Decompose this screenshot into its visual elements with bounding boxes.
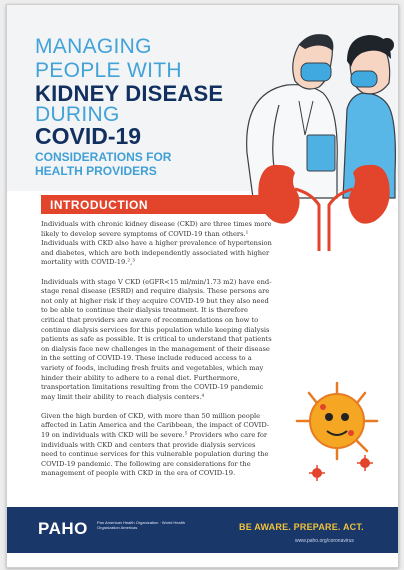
title-line-4: DURING xyxy=(35,103,120,126)
section-heading-bar xyxy=(41,195,271,214)
footer-bar xyxy=(7,507,398,553)
virus-character-illustration xyxy=(293,377,389,485)
subtitle xyxy=(35,150,171,178)
paragraph: Individuals with stage V CKD (eGFR<15 ml/min/1.73 m2) have end-stage renal disease (ESRD) and require dialysis. These persons are not only at higher risk if they acquire COVID-19 but they also need to be able to continue their dialysis treatment. It is therefore critical that providers are aware of recommendations on how to continue dialysis services for this population while keeping dialysis patients as safe as possible. It is critical to understand that patients on dialysis face new challenges in the management of their disease in the setting of COVID-19. These include reduced access to a variety of foods, including fresh fruits and vegetables, which may hinder their ability to adhere to a renal diet. Furthermore, transportation limitations resulting from the COVID-19 pandemic may limit their ability to reach dialysis centers.⁴ xyxy=(41,277,272,401)
paho-logo: PAHO xyxy=(38,519,88,538)
organization-text: Pan American Health Organization · World Health Organization Americas xyxy=(97,520,185,530)
title-line-5: COVID-19 xyxy=(35,123,142,149)
footer-url[interactable]: www.paho.org/coronavirus xyxy=(295,538,354,544)
title-line-2: PEOPLE WITH xyxy=(35,59,182,82)
subtitle-line-1: CONSIDERATIONS FOR xyxy=(35,150,172,164)
paragraph: Given the high burden of CKD, with more than 50 million people affected in Latin America and the Caribbean, the impact of COVID-19 on individuals with CKD will be severe.⁵ Providers who care for individuals with CKD and centers that provide dialysis services need to continue services for this vulnerable population during the COVID-19 pandemic. The following are considerations for the management of people with CKD in the era of COVID-19. xyxy=(41,411,270,478)
paragraph: Individuals with chronic kidney disease (CKD) are three times more likely to develop severe symptoms of COVID-19 than others.¹ Individuals with CKD also have a higher prevalence of hypertension and diabetes, which are both independently associated with higher mortality with COVID-19.²,³ xyxy=(41,220,272,267)
slogan: BE AWARE. PREPARE. ACT. xyxy=(239,522,364,532)
body-text xyxy=(41,220,273,489)
section-heading: INTRODUCTION xyxy=(50,198,148,212)
title-line-1: MANAGING xyxy=(35,35,152,58)
title-line-3: KIDNEY DISEASE xyxy=(35,81,224,106)
subtitle-line-2: HEALTH PROVIDERS xyxy=(35,164,157,178)
document-page xyxy=(6,4,399,568)
